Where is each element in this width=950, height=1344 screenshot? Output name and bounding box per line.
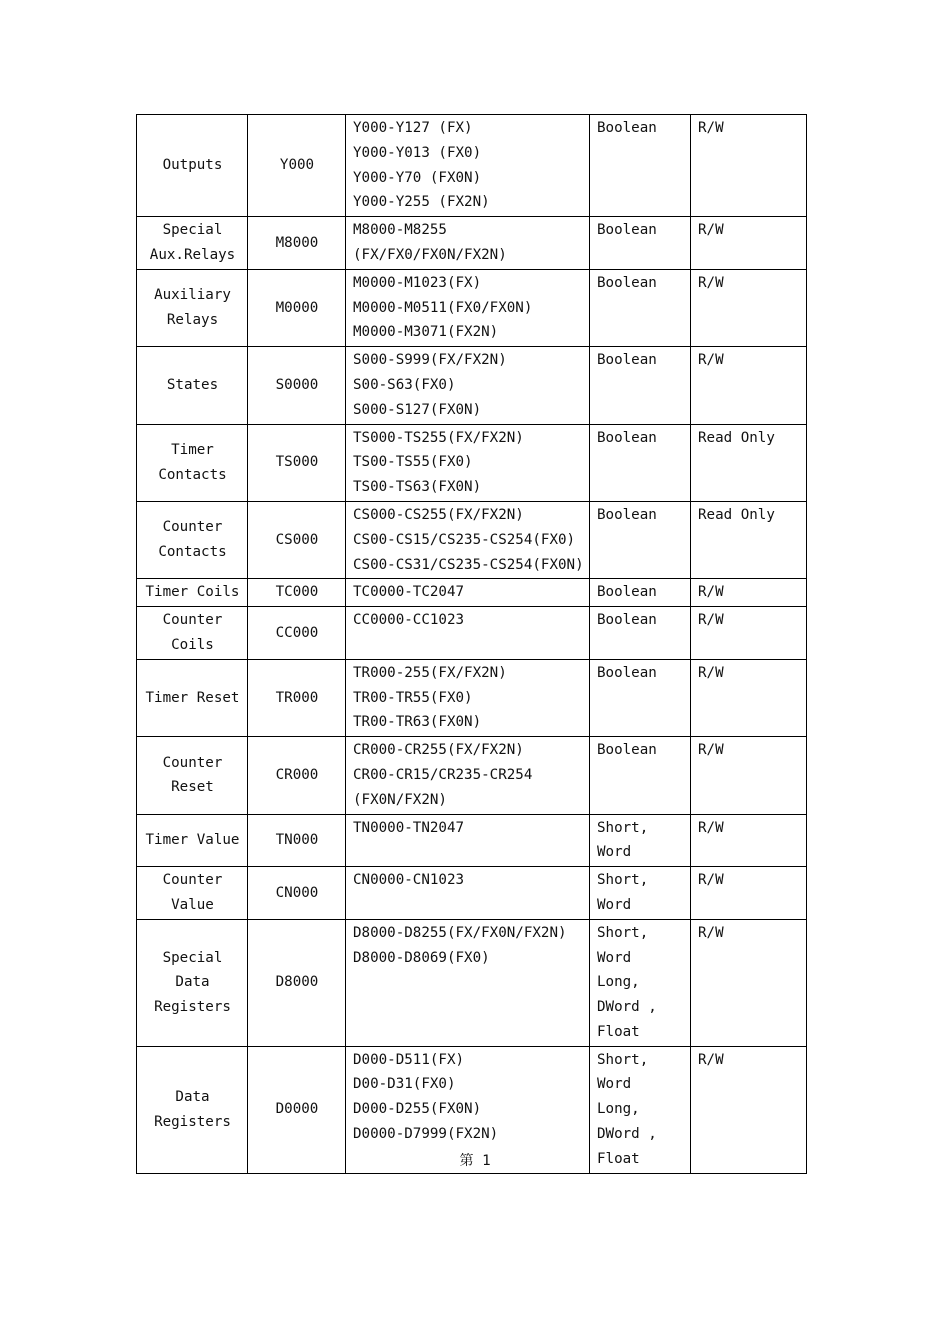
data-type-line: Float bbox=[597, 1023, 640, 1040]
base-address-cell: CN000 bbox=[248, 867, 346, 920]
device-name-line: Counter bbox=[162, 519, 223, 536]
address-range-cell bbox=[346, 814, 590, 867]
address-range-line: S000-S999(FX/FX2N) bbox=[353, 352, 507, 369]
base-address-cell: M0000 bbox=[248, 269, 346, 346]
access-value: Read Only bbox=[698, 506, 775, 523]
access-cell bbox=[691, 424, 807, 501]
address-range-line: TR00-TR55(FX0) bbox=[353, 689, 473, 706]
device-name-cell bbox=[137, 579, 248, 607]
device-name-line: Contacts bbox=[158, 544, 227, 561]
data-type-cell bbox=[590, 737, 691, 814]
data-type-cell bbox=[590, 579, 691, 607]
address-range-line: CR00-CR15/CR235-CR254 bbox=[353, 766, 533, 783]
table-row bbox=[137, 814, 807, 867]
table-row bbox=[137, 347, 807, 424]
device-name-line: Contacts bbox=[158, 466, 227, 483]
device-name-cell bbox=[137, 269, 248, 346]
access-cell bbox=[691, 867, 807, 920]
address-range-cell bbox=[346, 501, 590, 578]
data-type-line: Short, bbox=[597, 924, 649, 941]
device-name-line: Auxiliary bbox=[154, 287, 231, 304]
table-row bbox=[137, 607, 807, 660]
table-row bbox=[137, 501, 807, 578]
data-type-line: Boolean bbox=[597, 429, 657, 446]
data-type-cell bbox=[590, 501, 691, 578]
access-value: R/W bbox=[698, 1051, 724, 1068]
address-range-line: D0000-D7999(FX2N) bbox=[353, 1126, 499, 1143]
address-range-line: M0000-M1023(FX) bbox=[353, 274, 482, 291]
access-cell bbox=[691, 217, 807, 270]
data-type-line: Boolean bbox=[597, 584, 657, 601]
data-type-line: Short, bbox=[597, 1051, 649, 1068]
device-name-line: Value bbox=[171, 896, 214, 913]
data-type-line: Boolean bbox=[597, 352, 657, 369]
device-name-line: Timer Coils bbox=[145, 584, 240, 601]
device-name-line: Aux.Relays bbox=[149, 246, 236, 263]
address-range-line: D8000-D8255(FX/FX0N/FX2N) bbox=[353, 924, 567, 941]
base-address-cell: D8000 bbox=[248, 919, 346, 1046]
data-type-line: DWord , bbox=[597, 1126, 657, 1143]
address-range-line: TN0000-TN2047 bbox=[353, 819, 465, 836]
device-name-line: Timer Value bbox=[145, 831, 240, 848]
address-range-line: D8000-D8069(FX0) bbox=[353, 949, 490, 966]
base-address-cell: CC000 bbox=[248, 607, 346, 660]
data-type-line: Boolean bbox=[597, 664, 657, 681]
data-type-cell bbox=[590, 269, 691, 346]
device-name-line: Counter bbox=[162, 612, 223, 629]
base-address-cell: M8000 bbox=[248, 217, 346, 270]
data-type-cell bbox=[590, 424, 691, 501]
access-cell bbox=[691, 501, 807, 578]
device-name-line: Special bbox=[162, 222, 223, 239]
device-name-line: Counter bbox=[162, 754, 223, 771]
data-type-line: Long, bbox=[597, 974, 640, 991]
device-name-cell bbox=[137, 347, 248, 424]
device-name-cell bbox=[137, 814, 248, 867]
device-name-line: Outputs bbox=[162, 157, 223, 174]
address-range-line: Y000-Y127 (FX) bbox=[353, 120, 473, 136]
access-value: R/W bbox=[698, 274, 724, 291]
access-cell bbox=[691, 269, 807, 346]
data-type-line: Boolean bbox=[597, 120, 657, 136]
address-range-cell bbox=[346, 919, 590, 1046]
table-row bbox=[137, 867, 807, 920]
address-range-line: Y000-Y013 (FX0) bbox=[353, 144, 482, 161]
device-name-line: Coils bbox=[171, 636, 214, 653]
data-type-line: Boolean bbox=[597, 274, 657, 291]
data-type-line: Word bbox=[597, 896, 632, 913]
address-range-cell bbox=[346, 217, 590, 270]
data-type-line: Word bbox=[597, 949, 632, 966]
address-range-line: Y000-Y70 (FX0N) bbox=[353, 169, 482, 186]
data-type-line: Word bbox=[597, 844, 632, 861]
address-range-line: TR00-TR63(FX0N) bbox=[353, 714, 482, 731]
access-cell bbox=[691, 607, 807, 660]
device-name-line: Data bbox=[175, 974, 210, 991]
device-name-cell bbox=[137, 217, 248, 270]
base-address-cell: TC000 bbox=[248, 579, 346, 607]
access-cell bbox=[691, 814, 807, 867]
address-range-line: D00-D31(FX0) bbox=[353, 1076, 456, 1093]
device-name-line: Relays bbox=[166, 311, 219, 328]
access-cell bbox=[691, 579, 807, 607]
device-name-line: Special bbox=[162, 949, 223, 966]
device-name-line: Counter bbox=[162, 872, 223, 889]
base-address-cell: TN000 bbox=[248, 814, 346, 867]
device-name-cell bbox=[137, 919, 248, 1046]
device-name-line: Timer Reset bbox=[145, 689, 240, 706]
table-row bbox=[137, 424, 807, 501]
access-value: R/W bbox=[698, 924, 724, 941]
table-row bbox=[137, 579, 807, 607]
address-range-line: D000-D255(FX0N) bbox=[353, 1101, 482, 1118]
data-type-cell bbox=[590, 217, 691, 270]
address-range-line: CC0000-CC1023 bbox=[353, 612, 465, 629]
base-address-cell: TS000 bbox=[248, 424, 346, 501]
table-row bbox=[137, 737, 807, 814]
device-name-cell bbox=[137, 607, 248, 660]
page-footer bbox=[0, 1152, 950, 1170]
address-range-cell bbox=[346, 607, 590, 660]
device-name-line: Registers bbox=[154, 1113, 231, 1130]
table-row bbox=[137, 217, 807, 270]
device-name-cell bbox=[137, 424, 248, 501]
address-range-cell bbox=[346, 424, 590, 501]
data-type-line: Boolean bbox=[597, 742, 657, 759]
table-row bbox=[137, 269, 807, 346]
address-range-line: TR000-255(FX/FX2N) bbox=[353, 664, 507, 681]
address-range-line: (FX/FX0/FX0N/FX2N) bbox=[353, 246, 507, 263]
address-range-cell bbox=[346, 269, 590, 346]
address-range-cell bbox=[346, 115, 590, 217]
address-range-line: (FX0N/FX2N) bbox=[353, 791, 447, 808]
base-address-cell: CS000 bbox=[248, 501, 346, 578]
address-range-line: TC0000-TC2047 bbox=[353, 584, 465, 601]
address-range-line: CS00-CS31/CS235-CS254(FX0N) bbox=[353, 556, 584, 573]
access-cell bbox=[691, 347, 807, 424]
data-type-line: Boolean bbox=[597, 222, 657, 239]
access-value: R/W bbox=[698, 222, 724, 239]
data-type-line: Short, bbox=[597, 819, 649, 836]
access-cell bbox=[691, 919, 807, 1046]
address-range-line: S00-S63(FX0) bbox=[353, 376, 456, 393]
base-address-cell: CR000 bbox=[248, 737, 346, 814]
address-range-line: Y000-Y255 (FX2N) bbox=[353, 194, 490, 211]
table-row bbox=[137, 919, 807, 1046]
device-name-line: States bbox=[166, 376, 219, 393]
device-name-cell bbox=[137, 501, 248, 578]
access-value: R/W bbox=[698, 742, 724, 759]
access-value: R/W bbox=[698, 352, 724, 369]
access-value: R/W bbox=[698, 584, 724, 601]
table-row bbox=[137, 659, 807, 736]
address-range-cell bbox=[346, 347, 590, 424]
table-row bbox=[137, 115, 807, 217]
data-type-line: Long, bbox=[597, 1101, 640, 1118]
access-cell bbox=[691, 737, 807, 814]
access-value: R/W bbox=[698, 664, 724, 681]
page-number: 第 1 bbox=[459, 1153, 491, 1169]
address-range-cell bbox=[346, 659, 590, 736]
data-type-line: Float bbox=[597, 1150, 640, 1167]
base-address-cell: D0000 bbox=[248, 1046, 346, 1173]
access-cell bbox=[691, 115, 807, 217]
device-name-cell bbox=[137, 115, 248, 217]
address-range-line: TS00-TS55(FX0) bbox=[353, 454, 473, 471]
data-type-line: Short, bbox=[597, 872, 649, 889]
data-type-line: Word bbox=[597, 1076, 632, 1093]
data-type-cell bbox=[590, 607, 691, 660]
device-address-table bbox=[136, 114, 807, 1174]
address-range-line: M0000-M0511(FX0/FX0N) bbox=[353, 299, 533, 316]
data-type-line: Boolean bbox=[597, 506, 657, 523]
address-range-line: CR000-CR255(FX/FX2N) bbox=[353, 742, 524, 759]
base-address-cell: S0000 bbox=[248, 347, 346, 424]
address-range-cell bbox=[346, 867, 590, 920]
address-range-line: CN0000-CN1023 bbox=[353, 872, 465, 889]
device-name-line: Data bbox=[175, 1088, 210, 1105]
device-name-line: Reset bbox=[171, 779, 214, 796]
address-range-line: D000-D511(FX) bbox=[353, 1051, 465, 1068]
address-range-line: CS000-CS255(FX/FX2N) bbox=[353, 506, 524, 523]
device-name-cell bbox=[137, 659, 248, 736]
base-address-cell: TR000 bbox=[248, 659, 346, 736]
data-type-cell bbox=[590, 347, 691, 424]
access-value: R/W bbox=[698, 120, 724, 136]
data-type-line: DWord , bbox=[597, 999, 657, 1016]
data-type-cell bbox=[590, 919, 691, 1046]
table-body bbox=[137, 115, 807, 1174]
data-type-line: Boolean bbox=[597, 612, 657, 629]
address-range-line: TS000-TS255(FX/FX2N) bbox=[353, 429, 524, 446]
base-address-cell: Y000 bbox=[248, 115, 346, 217]
device-name-line: Registers bbox=[154, 999, 231, 1016]
device-name-line: Timer bbox=[171, 441, 214, 458]
address-range-cell bbox=[346, 579, 590, 607]
access-value: Read Only bbox=[698, 429, 775, 446]
data-type-cell bbox=[590, 867, 691, 920]
data-type-cell bbox=[590, 814, 691, 867]
device-name-cell bbox=[137, 867, 248, 920]
access-value: R/W bbox=[698, 819, 724, 836]
access-value: R/W bbox=[698, 872, 724, 889]
data-type-cell bbox=[590, 659, 691, 736]
access-cell bbox=[691, 659, 807, 736]
data-type-cell bbox=[590, 115, 691, 217]
address-range-line: S000-S127(FX0N) bbox=[353, 401, 482, 418]
address-range-line: M8000-M8255 bbox=[353, 222, 447, 239]
address-range-cell bbox=[346, 737, 590, 814]
device-name-cell bbox=[137, 737, 248, 814]
address-range-line: M0000-M3071(FX2N) bbox=[353, 324, 499, 341]
access-value: R/W bbox=[698, 612, 724, 629]
address-range-line: TS00-TS63(FX0N) bbox=[353, 479, 482, 496]
address-range-line: CS00-CS15/CS235-CS254(FX0) bbox=[353, 531, 576, 548]
